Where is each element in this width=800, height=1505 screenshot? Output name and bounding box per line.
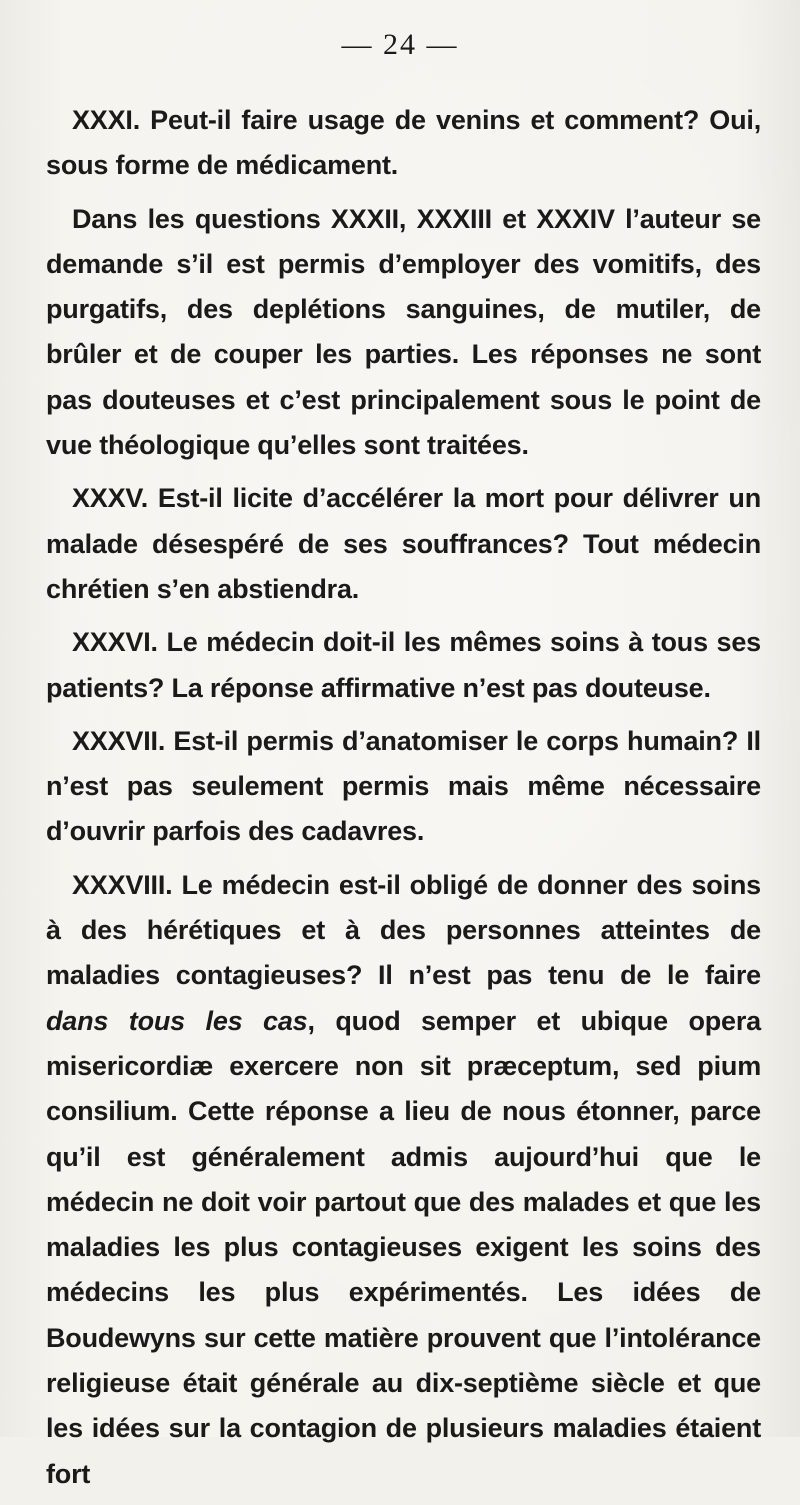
- paragraph-xxxi: XXXI. Peut-il faire usage de venins et comment? Oui, sous forme de médicament.: [46, 105, 761, 181]
- paragraph-xxxviii-italic: dans tous les cas: [46, 1005, 308, 1036]
- paragraph-xxxii-xxxiv: Dans les questions XXXII, XXXIII et XXXIV l’auteur se demande s’il est permis d’employer des vomitifs, des purgatifs, des deplétions sanguines, de mutiler, de brûler et de couper les parties. Les réponses ne sont pas douteuses et c’est principalement sous le point de vue théologique qu’elles sont traitées.: [46, 203, 761, 461]
- paragraph-xxxviii: [46, 863, 761, 1497]
- paragraph-xxxvii: XXXVII. Est-il permis d’anatomiser le corps humain? Il n’est pas seulement permis mais même nécessaire d’ouvrir parfois des cadavres.: [46, 725, 761, 847]
- paragraph-xxxvi: XXXVI. Le médecin doit-il les mêmes soins à tous ses patients? La réponse affirmative n’est pas douteuse.: [46, 627, 761, 703]
- body-text: [46, 98, 761, 1505]
- paragraph-xxxviii-end: , quod semper et ubique opera misericordiæ exercere non sit præceptum, sed pium consilium. Cette réponse a lieu de nous étonner, parce qu’il est généralement admis aujourd’hui que le médecin ne doit voir partout que des malades et que les maladies les plus contagieuses exigent les soins des médecins les plus expérimentés. Les idées de Boudewyns sur cette matière prouvent que l’intolérance religieuse était générale au dix-septième siècle et que les idées sur la contagion de plusieurs maladies étaient fort: [46, 1005, 761, 1489]
- paragraph-xxxv: XXXV. Est-il licite d’accélérer la mort pour délivrer un malade désespéré de ses souffrances? Tout médecin chrétien s’en abstiendra.: [46, 483, 761, 604]
- paragraph-xxxviii-start: XXXVIII. Le médecin est-il obligé de donner des soins à des hérétiques et à des personnes atteintes de maladies contagieuses? Il n’est pas tenu de le faire: [46, 869, 761, 991]
- page-number: — 24 —: [341, 28, 459, 61]
